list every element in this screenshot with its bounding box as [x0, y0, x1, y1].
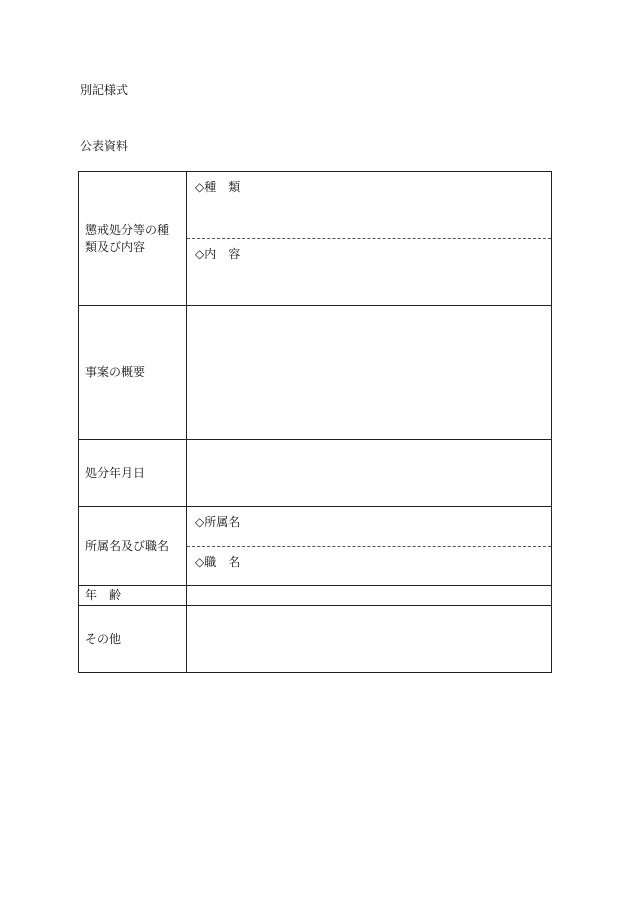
- document-title: 公表資料: [80, 139, 129, 153]
- department-field[interactable]: [187, 507, 551, 546]
- discipline-header: [79, 172, 187, 306]
- discipline-header-text: 懲戒処分等の種類及び内容: [85, 222, 170, 254]
- disclosure-form-table: [78, 171, 552, 673]
- age-row: [79, 586, 552, 606]
- date-header: 処分年月日: [79, 440, 187, 507]
- position-field[interactable]: [187, 546, 551, 585]
- summary-row: [79, 306, 552, 440]
- date-value-field[interactable]: [187, 440, 552, 507]
- date-row: [79, 440, 552, 507]
- department-label: ◇所属名: [195, 515, 241, 529]
- affiliation-row: [79, 507, 552, 586]
- age-value-field[interactable]: [187, 586, 552, 606]
- discipline-value-cell: [187, 172, 552, 306]
- discipline-type-label: ◇種 類: [195, 180, 241, 194]
- summary-header: 事案の概要: [79, 306, 187, 440]
- other-value-field[interactable]: [187, 606, 552, 673]
- discipline-type-field[interactable]: [187, 172, 551, 238]
- discipline-content-field[interactable]: [187, 238, 551, 305]
- age-header: 年 齢: [79, 586, 187, 606]
- summary-value-field[interactable]: [187, 306, 552, 440]
- other-row: [79, 606, 552, 673]
- discipline-row: [79, 172, 552, 306]
- affiliation-value-cell: [187, 507, 552, 586]
- other-header: その他: [79, 606, 187, 673]
- affiliation-header: 所属名及び職名: [79, 507, 187, 586]
- position-label: ◇職 名: [195, 555, 241, 569]
- form-style-label: 別記様式: [80, 83, 129, 97]
- discipline-content-label: ◇内 容: [195, 247, 241, 261]
